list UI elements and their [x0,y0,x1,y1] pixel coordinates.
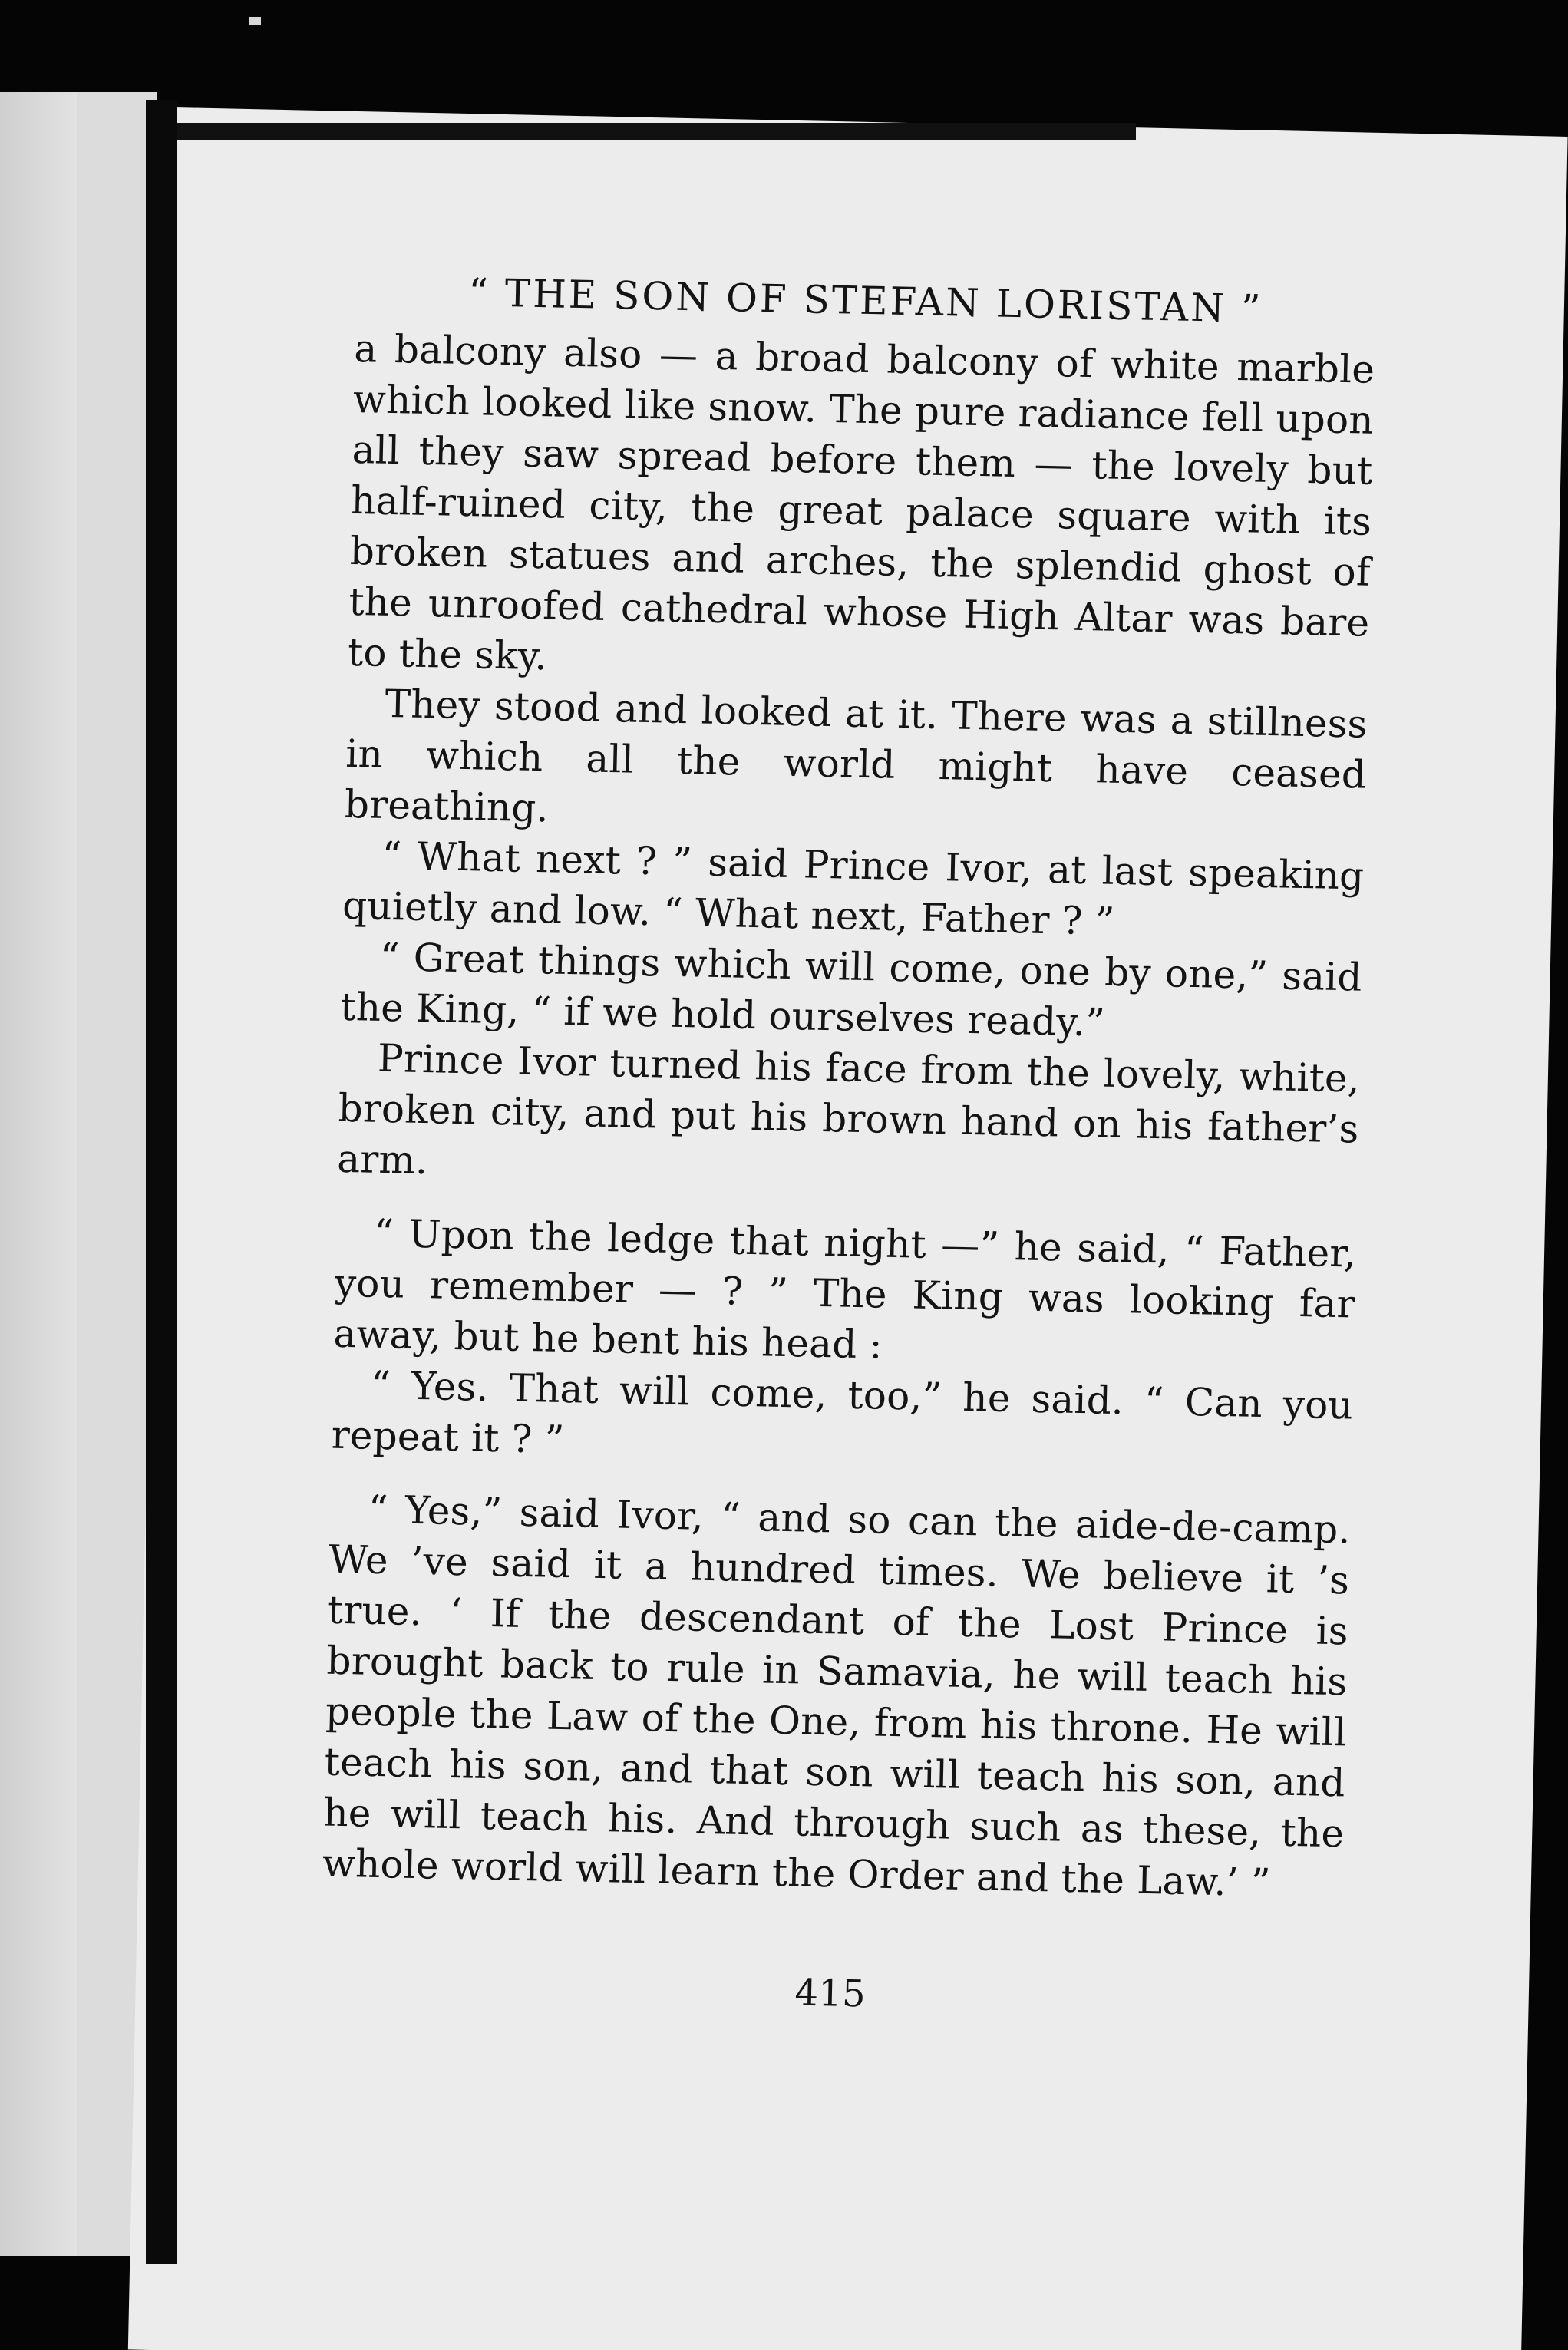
paragraph: “ What next ? ” said Prince Ivor, at last speaking quietly and low. “ What next, Father ? ” [342,833,1365,944]
corner-ink-mark [249,17,261,25]
page-top-shadow [169,123,1136,140]
paragraph: Prince Ivor turned his face from the lovely, white, broken city, and put his brown hand on his father’s arm. [336,1035,1361,1183]
paragraph: “ Upon the ledge that night —” he said, “ Father, you remember — ? ” The King was looking far away, but he bent his head : [332,1210,1357,1368]
paragraph: They stood and looked at it. There was a stillness in which all the world might have ceased breathing. [344,681,1368,831]
running-head: “ THE SON OF STEFAN LORISTAN ” [467,270,1264,332]
paragraph: a balcony also — a broad balcony of white marble which looked like snow. The pure radiance fell upon all they saw spread before them — the lovely but half-ruined city, the great palace square with its broken statues and arches, the splendid ghost of the unroofed cathedral whose High Altar was bare to the sky. [347,325,1375,679]
paragraph: “ Yes,” said Ivor, “ and so can the aide-de-camp. We ’ve said it a hundred times. We believe it ’s true. ‘ If the descendant of the Lost Prince is brought back to rule in Samavia, he will teach his people the Law of the One, from his throne. He will teach his son, and that son will teach his son, and he will teach his. And through such as these, the whole world will learn the Order and the Law.’ ” [322,1487,1352,1906]
book-page [128,107,1568,2350]
left-page-shadow [0,92,77,2256]
page-number: 415 [794,1971,867,2016]
book-spine [146,100,177,2264]
paragraph: “ Great things which will come, one by one,” said the King, “ if we hold ourselves ready.” [339,934,1363,1045]
page-content [319,265,1376,2029]
paragraph: “ Yes. That will come, too,” he said. “ Can you repeat it ? ” [331,1362,1354,1463]
